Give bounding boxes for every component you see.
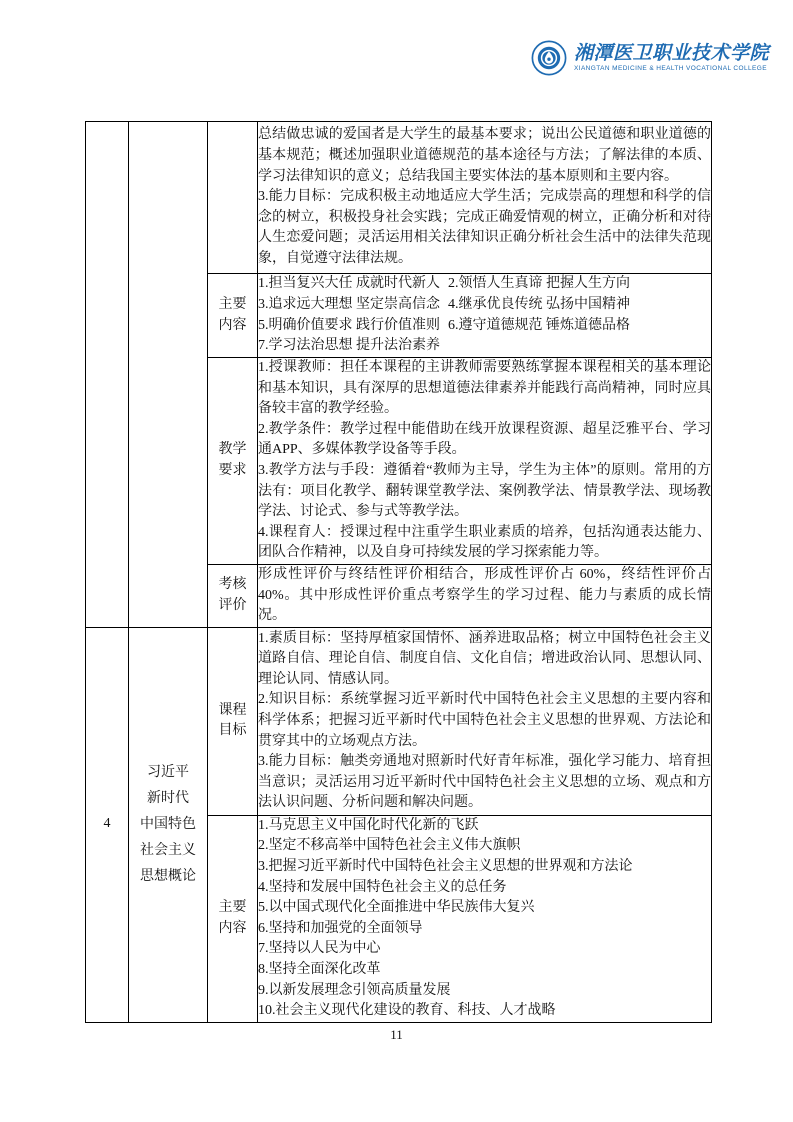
objectives-paragraph: 3.能力目标：完成积极主动地适应大学生活；完成崇高的理想和科学的信念的树立，积极投身社会实践；完成正确爱情观的树立，正确分析和对待人生恋爱问题；灵活运用相关法律知识正确分析社会生活中的法律失范现象，自觉遵守法律法规。 — [258, 189, 711, 266]
course-name-line: 新时代 — [147, 790, 189, 806]
course-name-line: 中国特色 — [140, 816, 196, 832]
logo-english-name: XIANGTAN MEDICINE & HEALTH VOCATIONAL COLLEGE — [574, 65, 767, 72]
content-item: 3.追求远大理想 坚定崇高信念 — [258, 296, 440, 312]
content-line: 2.坚定不移高举中国特色社会主义伟大旗帜 — [258, 838, 521, 854]
section4-main-content-label-cell — [208, 815, 258, 1022]
content-item: 4.继承优良传统 弘扬中国精神 — [448, 296, 630, 312]
teaching-req-paragraph: 1.授课教师：担任本课程的主讲教师需要熟练掌握本课程相关的基本理论和基本知识，具有深厚的思想道德法律素养并能践行高尚精神，同时应具备较丰富的教学经验。 — [258, 360, 711, 417]
school-logo — [531, 40, 769, 76]
content-line: 1.马克思主义中国化时代化新的飞跃 — [258, 817, 479, 833]
assessment-label-cell — [208, 564, 258, 627]
course-name-line: 习近平 — [147, 764, 189, 780]
logo-text-block — [574, 43, 769, 73]
course-name-line: 思想概论 — [140, 868, 196, 884]
course-goal-content — [258, 627, 712, 815]
content-line — [258, 295, 711, 316]
teaching-req-paragraph: 2.教学条件：教学过程中能借助在线开放课程资源、超星泛雅平台、学习通APP、多媒体教学设备等手段。 — [258, 421, 711, 458]
content-line — [258, 274, 711, 295]
main-content-label: 主要内容 — [218, 296, 247, 333]
course-goal-paragraph: 2.知识目标：系统掌握习近平新时代中国特色社会主义思想的主要内容和科学体系；把握习近平新时代中国特色社会主义思想的世界观、方法论和贯穿其中的立场观点方法。 — [258, 692, 711, 749]
content-line — [258, 316, 711, 337]
section4-main-content-list — [258, 815, 712, 1022]
course-goal-label: 课程目标 — [218, 702, 247, 739]
main-content-list-prev — [258, 274, 712, 358]
row-objectives-continued — [86, 122, 712, 274]
content-line: 5.以中国式现代化全面推进中华民族伟大复兴 — [258, 900, 535, 916]
assessment-paragraph: 形成性评价与终结性评价相结合，形成性评价占 60%，终结性评价占 40%。其中形成性评价重点考察学生的学习过程、能力与素质的成长情况。 — [258, 566, 711, 624]
content-item — [448, 336, 711, 357]
course-goal-paragraph: 3.能力目标：触类旁通地对照新时代好青年标准，强化学习能力、培育担当意识；灵活运用习近平新时代中国特色社会主义思想的立场、观点和方法认识问题、分析问题和解决问题。 — [258, 754, 711, 811]
content-item: 6.遵守道德规范 锤炼道德品格 — [448, 317, 630, 333]
school-emblem-icon — [531, 40, 567, 76]
section-prev-number-cell — [86, 122, 129, 628]
objectives-paragraph: 总结做忠诚的爱国者是大学生的最基本要求；说出公民道德和职业道德的基本规范；概述加强职业道德规范的基本途径与方法；了解法律的本质、学习法律知识的意义；总结我国主要实体法的基本原则和主要内容。 — [258, 127, 711, 184]
page-number: 11 — [390, 1027, 403, 1042]
content-item: 1.担当复兴大任 成就时代新人 — [258, 276, 440, 292]
course-outline-table — [85, 121, 712, 1023]
course-name-line: 社会主义 — [140, 842, 196, 858]
course-goal-label-cell — [208, 627, 258, 815]
assessment-content — [258, 564, 712, 627]
course-goal-paragraph: 1.素质目标：坚持厚植家国情怀、涵养进取品格；树立中国特色社会主义道路自信、理论自信、制度自信、文化自信；增进政治认同、思想认同、理论认同、情感认同。 — [258, 630, 711, 687]
section4-course-name-cell — [129, 627, 208, 1022]
section-prev-course-name-cell — [129, 122, 208, 628]
content-item: 2.领悟人生真谛 把握人生方向 — [448, 276, 630, 292]
content-line: 9.以新发展理念引领高质量发展 — [258, 982, 451, 998]
content-line: 3.把握习近平新时代中国特色社会主义思想的世界观和方法论 — [258, 858, 633, 874]
content-line: 6.坚持和加强党的全面领导 — [258, 920, 423, 936]
content-line: 10.社会主义现代化建设的教育、科技、人才战略 — [258, 1003, 556, 1019]
section-prev-objectives-label-cell — [208, 122, 258, 274]
teaching-req-content — [258, 358, 712, 565]
teaching-req-label-cell — [208, 358, 258, 565]
row-section4-objectives — [86, 627, 712, 815]
logo-chinese-name: 湘潭医卫职业技术学院 — [574, 43, 770, 64]
teaching-req-paragraph: 4.课程育人：授课过程中注重学生职业素质的培养，包括沟通表达能力、团队合作精神，以及自身可持续发展的学习探索能力等。 — [258, 524, 711, 561]
content-line: 7.坚持以人民为中心 — [258, 941, 381, 957]
content-item: 7.学习法治思想 提升法治素养 — [258, 338, 440, 354]
section4-main-content-label: 主要内容 — [218, 900, 247, 936]
content-line: 8.坚持全面深化改革 — [258, 961, 381, 977]
main-content-label-cell — [208, 274, 258, 358]
section-prev-objectives-content — [258, 122, 712, 274]
assessment-label: 考核评价 — [218, 577, 247, 613]
content-line: 4.坚持和发展中国特色社会主义的总任务 — [258, 879, 507, 895]
section4-number: 4 — [103, 816, 111, 832]
content-item: 5.明确价值要求 践行价值准则 — [258, 317, 440, 333]
teaching-req-paragraph: 3.教学方法与手段：遵循着“教师为主导，学生为主体”的原则。常用的方法有：项目化教学、翻转课堂教学法、案例教学法、情景教学法、现场教学法、讨论式、参与式等教学法。 — [258, 462, 711, 520]
section4-number-cell — [86, 627, 129, 1022]
teaching-req-label: 教学要求 — [218, 442, 247, 478]
content-line — [258, 336, 711, 357]
